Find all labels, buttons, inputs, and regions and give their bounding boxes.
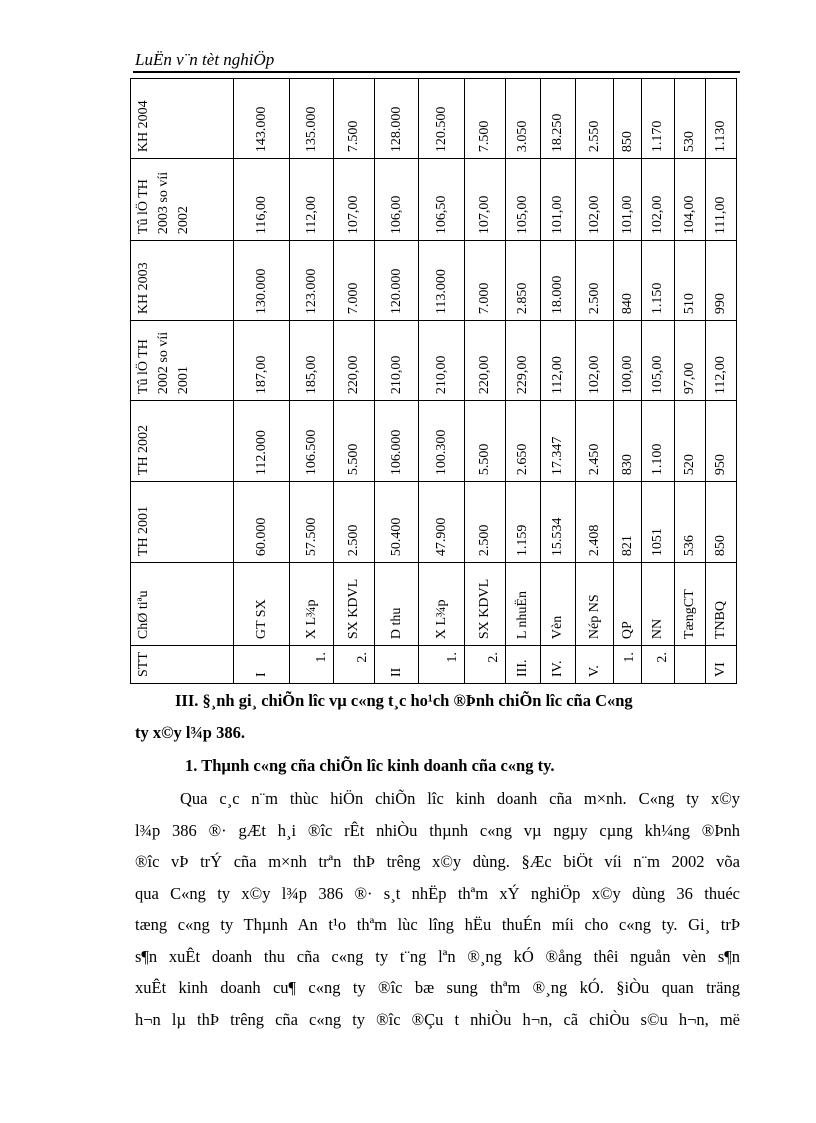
value-cell: 112,00 xyxy=(706,321,737,401)
row-number-cell xyxy=(576,646,614,684)
row-number: V. xyxy=(586,665,602,677)
value-cell: 17.347 xyxy=(541,401,576,482)
table-row xyxy=(465,79,506,684)
value-cell: 2.500 xyxy=(465,482,506,563)
row-number: VI xyxy=(713,662,728,677)
indicator-cell: SX KDVL xyxy=(334,563,375,646)
section-title-continued: ty x©y l¾p 386. xyxy=(135,723,245,742)
value-cell: 120.000 xyxy=(375,241,419,321)
value-cell: 7.500 xyxy=(334,79,375,159)
table-row xyxy=(334,79,375,684)
value-cell: 7.000 xyxy=(465,241,506,321)
indicator-cell: L nhuËn xyxy=(506,563,541,646)
row-sub-number: 2. xyxy=(655,652,670,663)
value-cell: 107,00 xyxy=(465,159,506,241)
running-header: LuËn v¨n tèt nghiÖp xyxy=(135,50,275,69)
value-cell: 5.500 xyxy=(334,401,375,482)
value-cell: 850 xyxy=(706,482,737,563)
table-row xyxy=(506,79,541,684)
value-cell: 106.500 xyxy=(290,401,334,482)
value-cell: 220,00 xyxy=(465,321,506,401)
value-cell: 116,00 xyxy=(234,159,290,241)
value-cell: 536 xyxy=(675,482,706,563)
row-number-cell xyxy=(614,646,642,684)
indicator-cell: Nép NS xyxy=(576,563,614,646)
row-number: II xyxy=(388,667,404,677)
indicator-cell: NN xyxy=(642,563,675,646)
value-cell: 2.500 xyxy=(334,482,375,563)
row-number: III. xyxy=(515,659,530,677)
value-cell: 100.300 xyxy=(419,401,465,482)
value-cell: 210,00 xyxy=(419,321,465,401)
value-cell: 520 xyxy=(675,401,706,482)
table-header-row xyxy=(131,79,234,684)
value-cell: 3.050 xyxy=(506,79,541,159)
column-header: Tû lÖ TH 2003 so víi 2002 xyxy=(131,159,234,241)
value-cell: 104,00 xyxy=(675,159,706,241)
value-cell: 5.500 xyxy=(465,401,506,482)
table-row xyxy=(614,79,642,684)
indicator-cell: D thu xyxy=(375,563,419,646)
value-cell: 950 xyxy=(706,401,737,482)
row-number-cell xyxy=(642,646,675,684)
value-cell: 111,00 xyxy=(706,159,737,241)
value-cell: 1.150 xyxy=(642,241,675,321)
value-cell: 187,00 xyxy=(234,321,290,401)
column-header: Tû lÖ TH 2002 so víi 2001 xyxy=(131,321,234,401)
value-cell: 101,00 xyxy=(614,159,642,241)
paragraph-line: Qua c¸c n¨m thùc hiÖn chiÕn lîc kinh doanh cña m×nh. C«ng ty x©y xyxy=(180,789,740,808)
value-cell: 102,00 xyxy=(576,321,614,401)
value-cell: 990 xyxy=(706,241,737,321)
row-number-cell xyxy=(375,646,419,684)
indicator-cell: X L¾p xyxy=(419,563,465,646)
value-cell: 18.250 xyxy=(541,79,576,159)
value-cell: 130.000 xyxy=(234,241,290,321)
value-cell: 128.000 xyxy=(375,79,419,159)
row-number-cell xyxy=(675,646,706,684)
column-header: ChØ tiªu xyxy=(131,563,234,646)
column-header: TH 2002 xyxy=(131,401,234,482)
header-rule xyxy=(133,71,740,73)
value-cell: 1.100 xyxy=(642,401,675,482)
value-cell: 1.130 xyxy=(706,79,737,159)
value-cell: 102,00 xyxy=(576,159,614,241)
value-cell: 7.000 xyxy=(334,241,375,321)
row-number-cell xyxy=(334,646,375,684)
row-sub-number: 1. xyxy=(314,652,329,663)
value-cell: 2.650 xyxy=(506,401,541,482)
row-number: I xyxy=(253,672,269,677)
value-cell: 143.000 xyxy=(234,79,290,159)
value-cell: 50.400 xyxy=(375,482,419,563)
table-row xyxy=(642,79,675,684)
value-cell: 850 xyxy=(614,79,642,159)
indicator-cell: QP xyxy=(614,563,642,646)
table-row xyxy=(576,79,614,684)
data-table xyxy=(130,78,737,684)
value-cell: 830 xyxy=(614,401,642,482)
table-row xyxy=(419,79,465,684)
value-cell: 7.500 xyxy=(465,79,506,159)
row-number: IV. xyxy=(550,660,565,677)
value-cell: 57.500 xyxy=(290,482,334,563)
rotated-table-container xyxy=(130,96,740,684)
indicator-cell: SX KDVL xyxy=(465,563,506,646)
paragraph-line: h¬n lµ thÞ trêng cña c«ng ty ®îc ®Çu t nhiÒu h¬n, cã chiÒu s©u h¬n, më xyxy=(135,1009,740,1029)
table-row xyxy=(234,79,290,684)
indicator-cell: X L¾p xyxy=(290,563,334,646)
value-cell: 106.000 xyxy=(375,401,419,482)
value-cell: 112.000 xyxy=(234,401,290,482)
paragraph-line: ®îc vÞ trÝ cña m×nh trªn thÞ trêng x©y dùng. §Æc biÖt víi n¨m 2002 võa xyxy=(135,852,740,871)
value-cell: 2.408 xyxy=(576,482,614,563)
row-number-cell xyxy=(419,646,465,684)
value-cell: 1051 xyxy=(642,482,675,563)
value-cell: 101,00 xyxy=(541,159,576,241)
value-cell: 106,00 xyxy=(375,159,419,241)
value-cell: 18.000 xyxy=(541,241,576,321)
row-sub-number: 1. xyxy=(445,652,460,663)
value-cell: 113.000 xyxy=(419,241,465,321)
table-row xyxy=(290,79,334,684)
row-number-cell xyxy=(465,646,506,684)
value-cell: 1.159 xyxy=(506,482,541,563)
row-number-cell xyxy=(234,646,290,684)
value-cell: 220,00 xyxy=(334,321,375,401)
row-sub-number: 1. xyxy=(622,652,637,663)
value-cell: 100,00 xyxy=(614,321,642,401)
value-cell: 2.850 xyxy=(506,241,541,321)
paragraph-line: xuÊt kinh doanh cu¶ c«ng ty ®îc bæ sung thªm ®¸ng kÓ. §iÒu quan träng xyxy=(135,978,740,997)
value-cell: 120.500 xyxy=(419,79,465,159)
indicator-cell: TængCT xyxy=(675,563,706,646)
value-cell: 107,00 xyxy=(334,159,375,241)
row-number-cell xyxy=(706,646,737,684)
value-cell: 2.450 xyxy=(576,401,614,482)
section-title: III. §¸nh gi¸ chiÕn lîc vµ c«ng t¸c ho¹ch ®Þnh chiÕn lîc cña C«ng xyxy=(175,691,633,710)
table-row xyxy=(375,79,419,684)
value-cell: 821 xyxy=(614,482,642,563)
value-cell: 60.000 xyxy=(234,482,290,563)
value-cell: 105,00 xyxy=(642,321,675,401)
table-row xyxy=(706,79,737,684)
indicator-cell: GT SX xyxy=(234,563,290,646)
column-header: STT xyxy=(131,646,234,684)
value-cell: 510 xyxy=(675,241,706,321)
value-cell: 15.534 xyxy=(541,482,576,563)
column-header: KH 2003 xyxy=(131,241,234,321)
row-sub-number: 2. xyxy=(355,652,370,663)
table-body xyxy=(131,79,737,684)
value-cell: 123.000 xyxy=(290,241,334,321)
table-row xyxy=(541,79,576,684)
value-cell: 47.900 xyxy=(419,482,465,563)
value-cell: 1.170 xyxy=(642,79,675,159)
paragraph-line: qua C«ng ty x©y l¾p 386 ®· s¸t nhËp thªm xÝ nghiÖp x©y dùng 36 thuéc xyxy=(135,883,740,903)
indicator-cell: Vèn xyxy=(541,563,576,646)
row-number-cell xyxy=(541,646,576,684)
value-cell: 106,50 xyxy=(419,159,465,241)
subsection-title: 1. Thµnh c«ng cña chiÕn lîc kinh doanh cña c«ng ty. xyxy=(185,756,555,775)
value-cell: 105,00 xyxy=(506,159,541,241)
row-sub-number: 2. xyxy=(486,652,501,663)
value-cell: 530 xyxy=(675,79,706,159)
paragraph-line: tæng c«ng ty Thµnh An t¹o thªm lùc lîng hËu thuÉn míi cho c«ng ty. Gi¸ trÞ xyxy=(135,915,740,934)
value-cell: 112,00 xyxy=(541,321,576,401)
row-number-cell xyxy=(290,646,334,684)
row-number-cell xyxy=(506,646,541,684)
body-paragraph xyxy=(135,783,740,1035)
value-cell: 97,00 xyxy=(675,321,706,401)
value-cell: 112,00 xyxy=(290,159,334,241)
column-header: TH 2001 xyxy=(131,482,234,563)
table-row xyxy=(675,79,706,684)
paragraph-line: s¶n xuÊt doanh thu cña c«ng ty t¨ng lªn ®¸ng kÓ ®ång thêi nguån vèn s¶n xyxy=(135,946,740,966)
indicator-cell: TNBQ xyxy=(706,563,737,646)
value-cell: 2.550 xyxy=(576,79,614,159)
value-cell: 2.500 xyxy=(576,241,614,321)
value-cell: 102,00 xyxy=(642,159,675,241)
value-cell: 210,00 xyxy=(375,321,419,401)
value-cell: 840 xyxy=(614,241,642,321)
value-cell: 135.000 xyxy=(290,79,334,159)
value-cell: 185,00 xyxy=(290,321,334,401)
column-header: KH 2004 xyxy=(131,79,234,159)
paragraph-line: l¾p 386 ®· gÆt h¸i ®îc rÊt nhiÒu thµnh c«ng vµ ngµy cµng kh¼ng ®Þnh xyxy=(135,820,740,840)
value-cell: 229,00 xyxy=(506,321,541,401)
